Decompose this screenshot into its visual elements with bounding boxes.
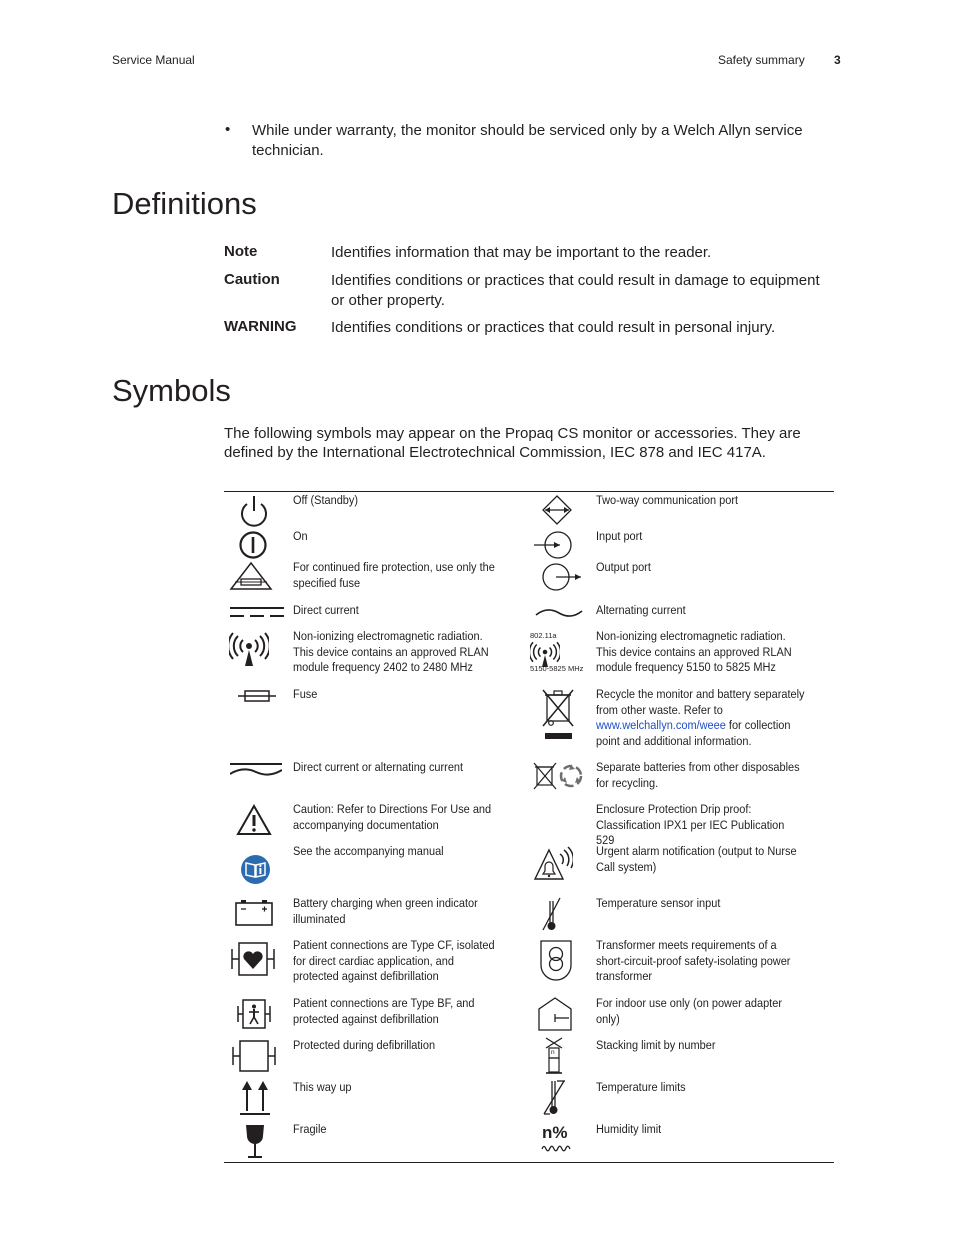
symbol-label-temp-limits: Temperature limits <box>596 1080 686 1094</box>
symbol-label-comm-port: Two-way communication port <box>596 493 739 507</box>
symbols-heading: Symbols <box>112 373 231 408</box>
definitions-heading: Definitions <box>112 186 257 221</box>
humidity-symbol-text: n% <box>542 1123 568 1142</box>
radiation-icon <box>229 632 269 668</box>
symbol-label-ac-dc: Direct current or alternating current <box>293 760 464 774</box>
this-way-up-icon <box>238 1080 272 1116</box>
running-header-section: Safety summary <box>718 53 805 67</box>
fragile-icon <box>242 1124 268 1160</box>
table-bottom-rule <box>224 1162 834 1163</box>
symbol-label-weee <box>596 687 805 750</box>
symbol-label-input-port: Input port <box>596 529 643 543</box>
manual-icon <box>240 854 271 885</box>
symbol-label-humidity: Humidity limit <box>596 1122 662 1136</box>
symbol-label-type-bf: Patient connections are Type BF, and protected against defibrillation <box>293 996 475 1026</box>
temp-sensor-icon <box>540 897 562 933</box>
defib-protected-icon <box>231 1039 277 1073</box>
standby-icon <box>238 494 270 528</box>
symbol-label-battery: Battery charging when green indicator illuminated <box>293 896 478 926</box>
symbol-label-direct-current: Direct current <box>293 603 359 617</box>
symbol-label-nurse-call: Urgent alarm notification (output to Nurse Call system) <box>596 844 797 874</box>
output-port-icon <box>541 562 583 592</box>
nurse-call-icon <box>533 846 573 882</box>
radiation-5ghz-band-text: 802.11a <box>530 631 557 640</box>
symbol-label-fuse: Fuse <box>293 687 318 701</box>
running-header-title: Service Manual <box>112 53 195 67</box>
def-term-caution: Caution <box>224 271 280 288</box>
warranty-bullet: While under warranty, the monitor should be serviced only by a Welch Allyn service technician. <box>252 122 803 159</box>
symbol-label-alternating-current: Alternating current <box>596 603 686 617</box>
comm-port-icon <box>541 494 573 526</box>
table-top-rule <box>224 491 834 492</box>
power-on-icon <box>238 530 268 560</box>
page-number: 3 <box>834 53 841 67</box>
symbol-label-caution: Caution: Refer to Directions For Use and accompanying documentation <box>293 802 492 832</box>
input-port-icon <box>532 530 574 560</box>
symbol-label-this-way-up: This way up <box>293 1080 352 1094</box>
indoor-icon <box>537 996 573 1032</box>
def-text-caution: Identifies conditions or practices that could result in damage to equipment or other property. <box>331 272 820 309</box>
fuse-icon <box>238 688 276 704</box>
alternating-current-icon <box>535 605 583 621</box>
type-bf-icon <box>236 998 272 1030</box>
weee-link[interactable]: www.welchallyn.com/weee <box>596 718 726 733</box>
symbols-intro: The following symbols may appear on the Propaq CS monitor or accessories. They are defined by the International Electrotechnical Commission, IEC 878 and IEC 417A. <box>224 425 801 461</box>
symbol-label-manual: See the accompanying manual <box>293 844 444 858</box>
symbol-label-on: On <box>293 529 308 543</box>
weee-text-after: for collection point and additional information. <box>596 718 791 749</box>
symbol-label-type-cf: Patient connections are Type CF, isolated for direct cardiac application, and protected against defibrillation <box>293 938 495 984</box>
transformer-icon <box>539 939 573 985</box>
symbol-label-defib: Protected during defibrillation <box>293 1038 436 1052</box>
battery-recycle-icon <box>533 762 583 792</box>
def-text-warning: Identifies conditions or practices that could result in personal injury. <box>331 319 776 336</box>
weee-text-before: Recycle the monitor and battery separately from other waste. Refer to <box>596 687 805 717</box>
def-text-note: Identifies information that may be important to the reader. <box>331 244 712 261</box>
battery-icon <box>234 899 274 927</box>
stacking-icon <box>544 1037 564 1075</box>
symbol-label-battery-recycle: Separate batteries from other disposables for recycling. <box>596 760 800 790</box>
ac-dc-icon <box>230 762 282 778</box>
symbol-label-stacking: Stacking limit by number <box>596 1038 716 1052</box>
symbol-label-output-port: Output port <box>596 560 651 574</box>
direct-current-icon <box>230 605 284 619</box>
symbol-label-fuse-protection: For continued fire protection, use only the specified fuse <box>293 560 495 590</box>
def-term-note: Note <box>224 243 258 260</box>
radiation-5ghz-freq-text: 5150-5825 MHz <box>530 664 584 673</box>
temp-limits-icon <box>540 1079 568 1117</box>
symbol-label-temp-sensor: Temperature sensor input <box>596 896 721 910</box>
symbol-label-standby: Off (Standby) <box>293 493 359 507</box>
fuse-warning-icon <box>229 561 273 591</box>
def-term-warning: WARNING <box>224 318 297 335</box>
symbol-label-radiation-5ghz: Non-ionizing electromagnetic radiation. This device contains an approved RLAN module frequency 5150 to 5825 MHz <box>596 629 792 675</box>
symbol-label-radiation: Non-ionizing electromagnetic radiation. This device contains an approved RLAN module frequency 2402 to 2480 MHz <box>293 629 489 675</box>
bullet-marker: • <box>225 121 231 138</box>
stacking-count-text: n <box>551 1049 555 1056</box>
type-cf-icon <box>230 941 276 977</box>
weee-icon <box>541 688 575 742</box>
symbol-label-indoor: For indoor use only (on power adapter only) <box>596 996 782 1026</box>
caution-icon <box>236 804 272 836</box>
symbol-label-transformer: Transformer meets requirements of a short-circuit-proof safety-isolating power transformer <box>596 938 791 984</box>
symbol-label-fragile: Fragile <box>293 1122 327 1136</box>
symbol-label-ipx1: Enclosure Protection Drip proof: Classification IPX1 per IEC Publication 529 <box>596 802 785 848</box>
